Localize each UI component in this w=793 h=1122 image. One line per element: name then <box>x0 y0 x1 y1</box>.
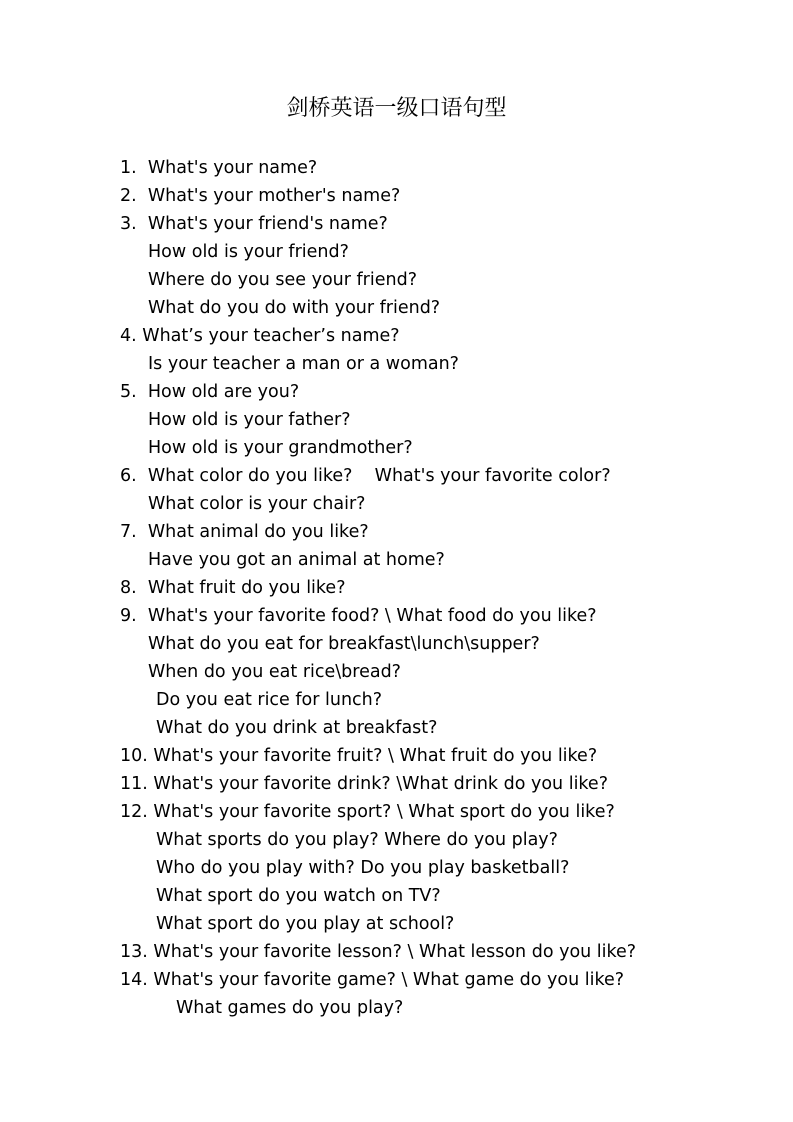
question-line: 2. What's your mother's name? <box>120 186 401 206</box>
question-line: Who do you play with? Do you play basketball? <box>156 858 570 878</box>
question-line: How old is your friend? <box>148 242 349 262</box>
question-line: What color is your chair? <box>148 494 366 514</box>
question-line: What sport do you watch on TV? <box>156 886 441 906</box>
question-line: 3. What's your friend's name? <box>120 214 388 234</box>
question-line: 7. What animal do you like? <box>120 522 369 542</box>
question-line: 12. What's your favorite sport? \ What sport do you like? <box>120 802 615 822</box>
question-line: When do you eat rice\bread? <box>148 662 401 682</box>
question-line: What games do you play? <box>176 998 404 1018</box>
question-line: What do you do with your friend? <box>148 298 441 318</box>
question-line: Is your teacher a man or a woman? <box>148 354 459 374</box>
question-line: 4. What’s your teacher’s name? <box>120 326 400 346</box>
question-line: How old is your father? <box>148 410 351 430</box>
question-line: 5. How old are you? <box>120 382 300 402</box>
question-line: Have you got an animal at home? <box>148 550 445 570</box>
question-line: 1. What's your name? <box>120 158 318 178</box>
question-line: What do you drink at breakfast? <box>156 718 438 738</box>
question-line: 9. What's your favorite food? \ What food do you like? <box>120 606 597 626</box>
question-line: What do you eat for breakfast\lunch\supper? <box>148 634 540 654</box>
question-line: Where do you see your friend? <box>148 270 417 290</box>
question-line: 10. What's your favorite fruit? \ What fruit do you like? <box>120 746 598 766</box>
question-line: How old is your grandmother? <box>148 438 413 458</box>
question-line: 13. What's your favorite lesson? \ What lesson do you like? <box>120 942 637 962</box>
question-line: 6. What color do you like? What's your favorite color? <box>120 466 611 486</box>
question-line: 11. What's your favorite drink? \What drink do you like? <box>120 774 608 794</box>
question-line: What sport do you play at school? <box>156 914 455 934</box>
question-line: 8. What fruit do you like? <box>120 578 346 598</box>
question-line: 14. What's your favorite game? \ What game do you like? <box>120 970 625 990</box>
document-title: 剑桥英语一级口语句型 <box>286 96 507 121</box>
question-line: What sports do you play? Where do you play? <box>156 830 558 850</box>
question-line: Do you eat rice for lunch? <box>156 690 383 710</box>
